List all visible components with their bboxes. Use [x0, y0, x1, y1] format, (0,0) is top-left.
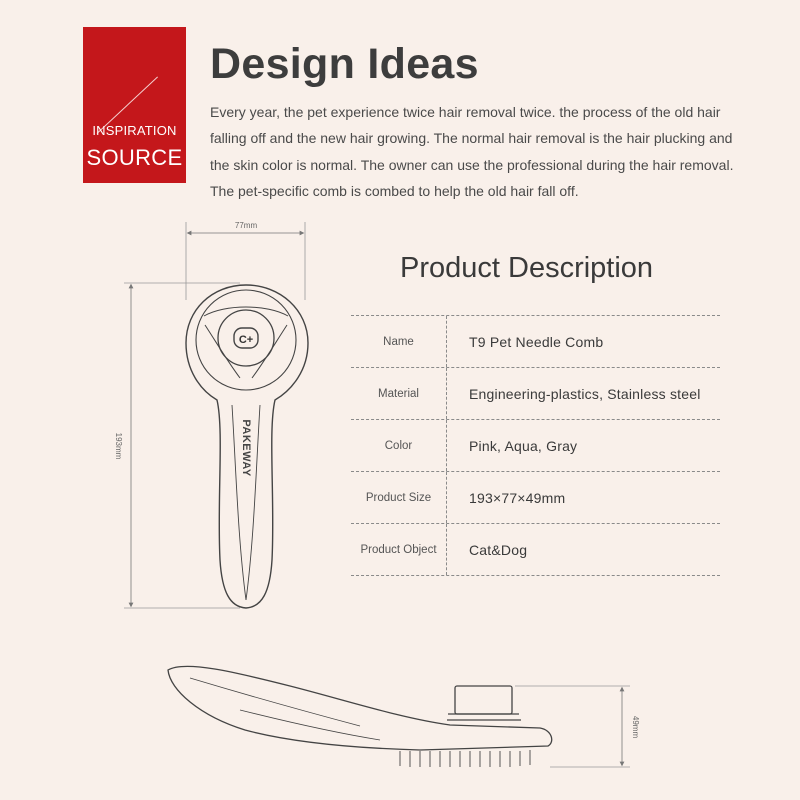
spec-label: Product Size [351, 472, 447, 523]
spec-row [351, 316, 720, 368]
spec-label: Material [351, 368, 447, 419]
spec-value: Pink, Aqua, Gray [469, 437, 578, 454]
spec-label: Color [351, 420, 447, 471]
product-description-title: Product Description [400, 252, 654, 284]
height-label: 193mm [114, 432, 123, 460]
spec-row [351, 420, 720, 472]
spec-label: Name [351, 316, 447, 367]
page-title: Design Ideas [210, 40, 479, 88]
spec-value: Engineering-plastics, Stainless steel [469, 385, 701, 402]
width-label: 77mm [234, 221, 258, 230]
spec-row [351, 472, 720, 524]
brand-text: PAKEWAY [240, 419, 252, 477]
intro-paragraph: Every year, the pet experience twice hair removal twice. the process of the old hair falling off and the new hair growing. The normal hair removal is the hair plucking and the skin color is normal. The owner can use the professional during the hair removal. The pet-specific comb is combed to help the old hair fall off. [210, 104, 734, 199]
spec-value: T9 Pet Needle Comb [469, 333, 604, 350]
comb-front-view [186, 285, 308, 608]
height-dimension [114, 283, 240, 608]
spec-value: 193×77×49mm [469, 489, 566, 506]
spec-row [351, 368, 720, 420]
spec-table [351, 315, 720, 576]
spec-value: Cat&Dog [469, 541, 528, 558]
badge-line1: INSPIRATION [92, 123, 177, 138]
comb-side-view [168, 666, 552, 767]
depth-label: 49mm [631, 715, 640, 739]
depth-dimension [515, 686, 640, 767]
badge-line2: SOURCE [86, 145, 183, 170]
spec-row [351, 524, 720, 576]
width-dimension [186, 221, 305, 300]
spec-label: Product Object [351, 524, 447, 575]
release-button-label: C+ [238, 334, 254, 346]
